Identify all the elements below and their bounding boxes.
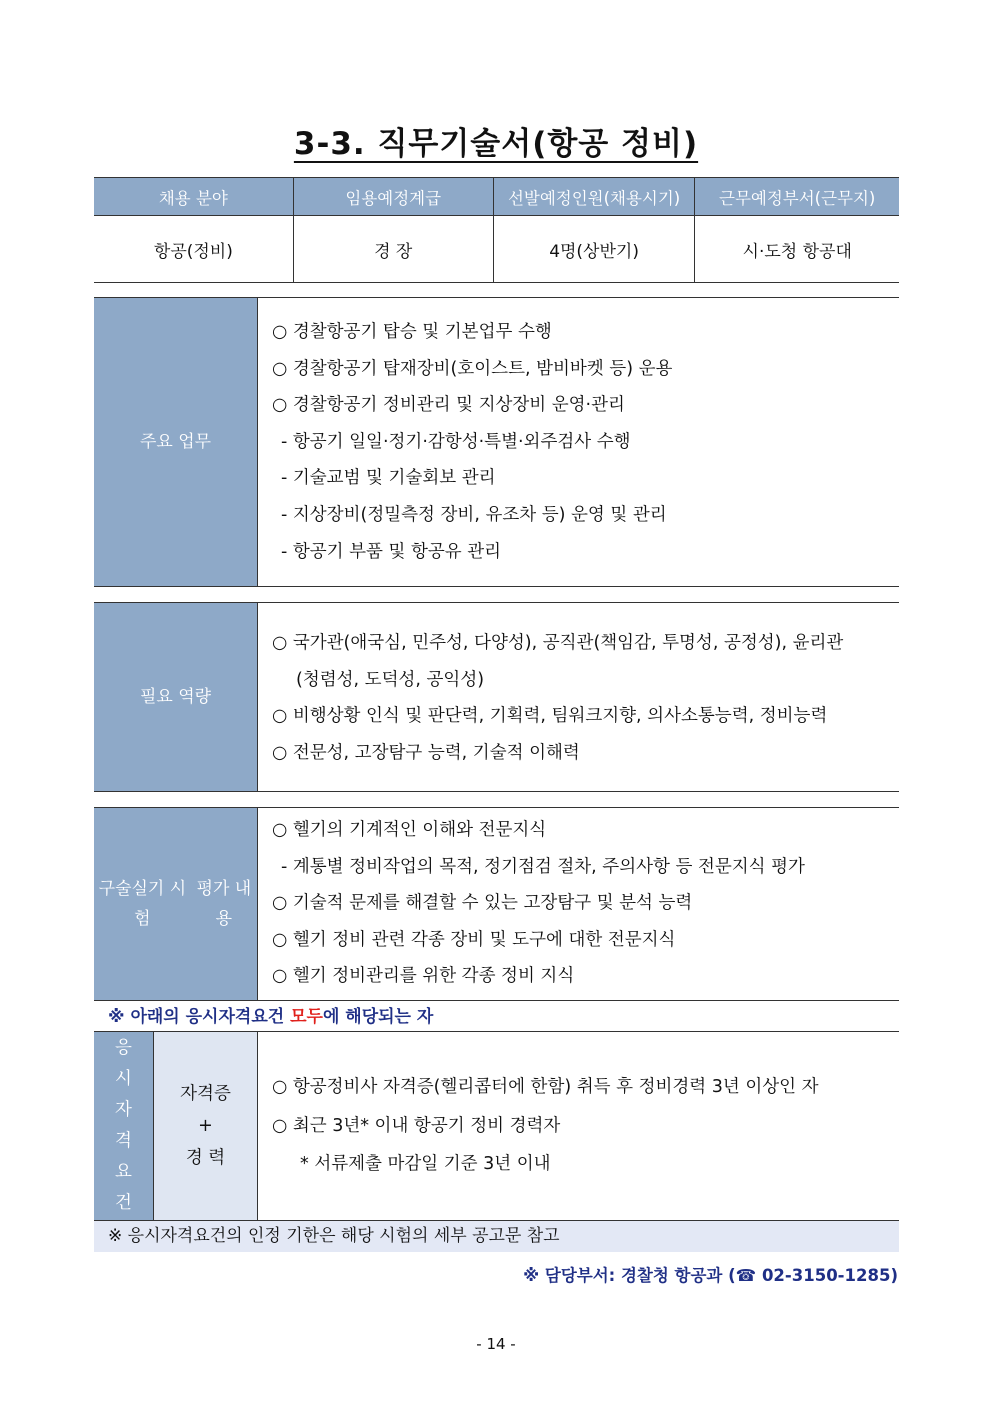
qualification-vertical-label: 응 시 자 격 요 건 — [94, 1032, 154, 1220]
list-item: ○ 국가관(애국심, 민주성, 다양성), 공직관(책임감, 투명성, 공정성), 윤리관 — [272, 633, 844, 653]
list-item: - 지상장비(정밀측정 장비, 유조차 등) 운영 및 관리 — [281, 504, 667, 525]
recruitment-summary-table — [94, 177, 899, 283]
competency-section — [94, 602, 899, 792]
qualification-content — [258, 1032, 899, 1220]
competency-content — [258, 603, 899, 791]
competency-label: 필요 역량 — [94, 603, 258, 791]
qualification-sub-label: 자격증 + 경 력 — [154, 1032, 258, 1220]
qualification-notice: ※ 아래의 응시자격요건 모두에 해당되는 자 — [94, 1000, 899, 1032]
footnote: ※ 응시자격요건의 인정 기한은 해당 시험의 세부 공고문 참고 — [94, 1221, 899, 1252]
list-item: ○ 헬기 정비 관련 각종 장비 및 도구에 대한 전문지식 — [272, 929, 676, 950]
list-item: - 항공기 일일·정기·감항성·특별·외주검사 수행 — [281, 431, 631, 452]
list-item: ○ 비행상황 인식 및 판단력, 기획력, 팀워크지향, 의사소통능력, 정비능력 — [272, 706, 828, 727]
list-item: ○ 헬기의 기계적인 이해와 전문지식 — [272, 820, 547, 840]
duties-label: 주요 업무 — [94, 298, 258, 586]
value-headcount: 4명(상반기) — [493, 216, 695, 283]
contact-info: ※ 담당부서: 경찰청 항공과 (☎ 02-3150-1285) — [523, 1266, 898, 1285]
list-item: - 기술교범 및 기술회보 관리 — [281, 468, 496, 489]
header-headcount: 선발예정인원(채용시기) — [493, 178, 695, 216]
list-item: ○ 기술적 문제를 해결할 수 있는 고장탐구 및 분석 능력 — [272, 893, 693, 914]
duties-content — [258, 298, 899, 586]
value-field: 항공(정비) — [94, 216, 293, 283]
exam-content — [258, 808, 899, 1000]
value-rank: 경 장 — [293, 216, 493, 283]
list-item: ○ 경찰항공기 탑재장비(호이스트, 밤비바켓 등) 운용 — [272, 358, 673, 379]
list-item: - 계통별 정비작업의 목적, 정기점검 절차, 주의사항 등 전문지식 평가 — [281, 856, 805, 877]
header-rank: 임용예정계급 — [293, 178, 493, 216]
duties-section — [94, 297, 899, 587]
list-item: - 항공기 부품 및 항공유 관리 — [281, 541, 502, 562]
page-title: 3-3. 직무기술서(항공 정비) — [293, 126, 699, 162]
qualification-section — [94, 1032, 899, 1221]
list-item: ○ 경찰항공기 정비관리 및 지상장비 운영·관리 — [272, 395, 625, 416]
value-department: 시·도청 항공대 — [695, 216, 899, 283]
list-item: * 서류제출 마감일 기준 3년 이내 — [300, 1154, 551, 1174]
list-item: (청렴성, 도덕성, 공익성) — [296, 669, 485, 690]
page-number: - 14 - — [476, 1335, 516, 1353]
header-field: 채용 분야 — [94, 178, 293, 216]
list-item: ○ 전문성, 고장탐구 능력, 기술적 이해력 — [272, 742, 580, 763]
list-item: ○ 헬기 정비관리를 위한 각종 정비 지식 — [272, 966, 575, 987]
exam-section — [94, 807, 899, 1000]
header-department: 근무예정부서(근무지) — [695, 178, 899, 216]
list-item: ○ 경찰항공기 탑승 및 기본업무 수행 — [272, 322, 552, 342]
exam-label: 구술실기 시험 평가 내용 — [94, 808, 258, 1000]
list-item: ○ 최근 3년* 이내 항공기 정비 경력자 — [272, 1115, 561, 1136]
list-item: ○ 항공정비사 자격증(헬리콥터에 한함) 취득 후 정비경력 3년 이상인 자 — [272, 1077, 819, 1097]
